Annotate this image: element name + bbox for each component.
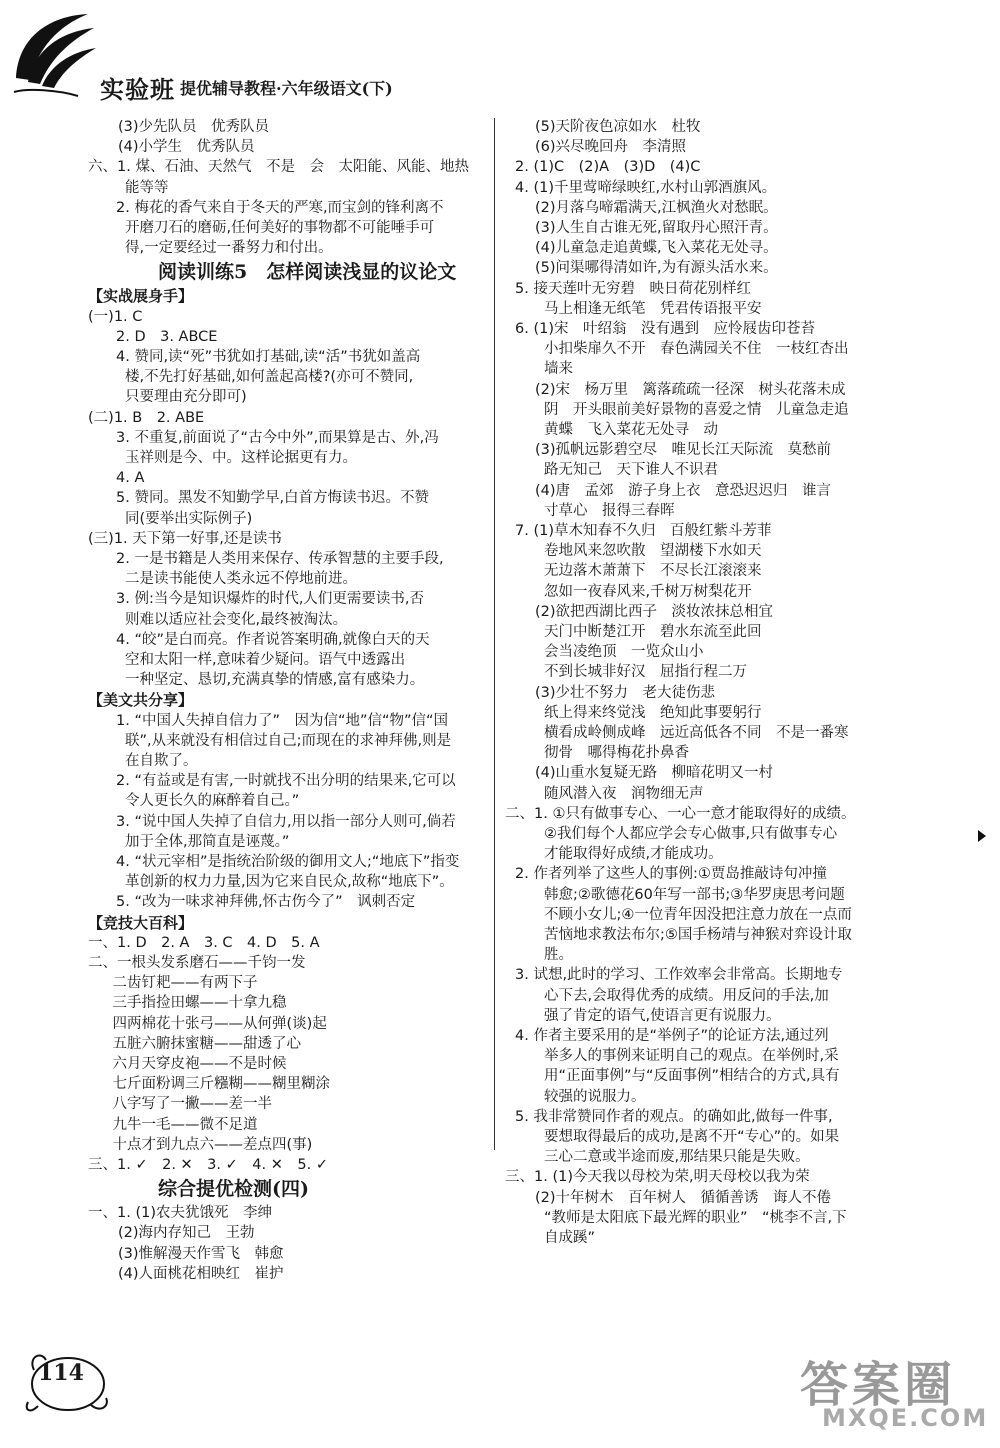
answer-line: (二)1. B 2. ABE: [88, 409, 205, 426]
answer-line: 六、1. 煤、石油、天然气 不是 会 太阳能、风能、地热: [88, 159, 469, 176]
answer-line: 5. 接天莲叶无穷碧 映日荷花别样红: [515, 280, 751, 297]
answer-line: 八字写了一撇——差一半: [98, 1096, 272, 1113]
answer-line: 三心二意或半途而废,那结果只能是失败。: [515, 1149, 810, 1166]
answer-line: 路无知己 天下谁人不识君: [515, 462, 718, 479]
answer-line: 墙来: [515, 361, 573, 378]
answer-line: 三、1. ✓ 2. ✕ 3. ✓ 4. ✕ 5. ✓: [88, 1157, 328, 1173]
answer-line: 才能取得好成绩,才能成功。: [515, 846, 723, 863]
answer-line: 二、1. ①只有做事专心、一心一意才能取得好的成绩。: [505, 805, 856, 822]
page-header: [8, 8, 448, 118]
answer-line: 3. 试想,此时的学习、工作效率会非常高。长期地专: [515, 967, 843, 984]
answer-line: 楼,不先打好基础,如何盖起高楼?(亦可不赞同,: [96, 369, 414, 386]
answer-line: 三手指捡田螺——十拿九稳: [98, 995, 287, 1012]
subsection-heading: 【实战展身手】: [88, 287, 194, 306]
answer-line: (4)儿童急走追黄蝶,飞入菜花无处寻。: [535, 240, 778, 257]
subsection-heading: 【美文共分享】: [88, 691, 194, 710]
answer-line: 马上相逢无纸笔 凭君传语报平安: [515, 300, 762, 317]
answer-line: (2)月落乌啼霜满天,江枫渔火对愁眠。: [535, 199, 778, 216]
answer-line: 2. D 3. ABCE: [116, 328, 218, 345]
answer-line: (5)天阶夜色凉如水 杜牧: [535, 119, 701, 135]
answer-line: 忽如一夜春风来,千树万树梨花开: [515, 583, 752, 600]
answer-line: (6)兴尽晚回舟 李清照: [535, 139, 687, 156]
answer-line: 联”,从来就没有相信过自己;而现在的求神拜佛,则是: [96, 732, 452, 749]
answer-line: 4. “皎”是白而亮。作者说答案明确,就像白天的天: [116, 631, 430, 648]
answer-line: 1. “中国人失掉自信力了” 因为信“地”信“物”信“国: [116, 712, 449, 729]
answer-line: 4. “状元宰相”是指统治阶级的御用文人;“地底下”指变: [116, 854, 460, 870]
answer-line: (2)欲把西湖比西子 淡妆浓抹总相宜: [535, 603, 774, 620]
answer-line: 随风潜入夜 润物细无声: [515, 785, 704, 802]
answer-line: 韩愈;②歌德花60年写一部书;③华罗庚思考问题: [515, 886, 845, 903]
answer-line: 卷地风来忽吹散 望湖楼下水如天: [515, 543, 762, 560]
brand-title: 实验班: [100, 75, 175, 104]
subsection-heading: 【竞技大百科】: [88, 913, 194, 932]
answer-line: 天门中断楚江开 碧水东流至此回: [515, 624, 762, 640]
answer-line: 6. (1)宋 叶绍翁 没有遇到 应怜屐齿印苍苔: [515, 321, 815, 337]
answer-line: 玉祥则是今、中。这样论据更有力。: [96, 450, 357, 466]
answer-line: “教师是太阳底下最光辉的职业” “桃李不言,下: [515, 1209, 847, 1226]
answer-line: 4. 作者主要采用的是“举例子”的论证方法,通过列: [515, 1028, 829, 1044]
answer-line: 不到长城非好汉 屈指行程二万: [515, 664, 747, 681]
answer-line: 得,一定要经过一番努力和付出。: [96, 240, 333, 257]
answer-line: (2)海内存知己 王勃: [118, 1225, 255, 1242]
answer-line: 一、1. D 2. A 3. C 4. D 5. A: [88, 934, 320, 951]
answer-line: (3)少壮不努力 老大徒伤悲: [535, 684, 716, 701]
answer-line: 七斤面粉调三斤糨糊——糊里糊涂: [98, 1076, 330, 1093]
answer-line: 六月天穿皮袍——不是时候: [98, 1056, 287, 1072]
answer-line: 二、一根头发系磨石——千钧一发: [88, 955, 306, 971]
answer-line: (三)1. 天下第一好事,还是读书: [88, 530, 282, 547]
answer-line: 九牛一毛——微不足道: [98, 1116, 258, 1133]
answer-line: (4)唐 孟郊 游子身上衣 意恐迟迟归 谁言: [535, 482, 832, 499]
answer-line: 2. “有益或是有害,一时就找不出分明的结果来,它可以: [116, 773, 456, 790]
answer-line: 用“正面事例”与“反面事例”相结合的方式,具有: [515, 1068, 840, 1085]
answer-line: 不顾小女儿;④一位青年因没把注意力放在一点而: [515, 906, 852, 923]
answer-line: 一种坚定、恳切,充满真挚的情感,富有感染力。: [96, 672, 425, 689]
answer-line: 开磨刀石的磨砺,任何美好的事物都不可能唾手可: [96, 220, 435, 236]
answer-line: 五脏六腑抹蜜糖——甜透了心: [98, 1035, 301, 1052]
answer-line: 黄蝶 飞入菜花无处寻 动: [515, 422, 718, 438]
answer-line: 只要理由充分即可): [96, 389, 247, 406]
answer-line: 加于全体,那简直是诬蔑。”: [96, 833, 290, 850]
answer-line: 革创新的权力力量,因为它来自民众,故称“地底下”。: [96, 874, 454, 891]
answer-line: 7. (1)草木知春不久归 百般红紫斗芳菲: [515, 523, 772, 539]
answer-line: 举多人的事例来证明自己的观点。在举例时,采: [515, 1048, 839, 1065]
answer-line: 同(要举出实际例子): [96, 510, 253, 527]
answer-line: 3. 例:当今是知识爆炸的时代,人们更需要读书,否: [116, 591, 425, 608]
answer-line: ②我们每个人都应学会专心做事,只有做事专心: [515, 826, 838, 842]
answer-line: 5. “改为一味求神拜佛,怀古伤今了” 讽刺否定: [116, 894, 416, 911]
answer-line: 阴 开头眼前美好景物的喜爱之情 儿童急走追: [515, 401, 849, 418]
answer-line: 在自欺了。: [96, 753, 198, 769]
answer-line: 心下去,会取得优秀的成绩。用反问的手法,加: [515, 987, 829, 1004]
answer-line: 令人更长久的麻醉着自己。”: [96, 793, 300, 810]
answer-line: 一、1. (1)农夫犹饿死 李绅: [88, 1205, 272, 1222]
answer-line: (4)人面桃花相映红 崔护: [118, 1265, 284, 1282]
answer-line: 4. 赞同,读“死”书犹如打基础,读“活”书犹如盖高: [116, 349, 421, 365]
answer-line: 胜。: [515, 947, 573, 964]
answer-line: (3)少先队员 优秀队员: [118, 119, 270, 135]
answer-line: (2)十年树木 百年树人 循循善诱 诲人不倦: [535, 1189, 832, 1206]
answer-line: 2. 梅花的香气来自于冬天的严寒,而宝剑的锋利离不: [116, 199, 444, 216]
answer-line: 2. 作者列举了这些人的事例:①贾岛推敲诗句冲撞: [515, 866, 827, 883]
answer-line: 无边落木萧萧下 不尽长江滚滚来: [515, 563, 762, 580]
answer-line: 会当凌绝顶 一览众山小: [515, 644, 704, 661]
publisher-logo-icon: [8, 8, 98, 108]
answer-line: 三、1. (1)今天我以母校为荣,明天母校以我为荣: [505, 1169, 810, 1186]
answer-line: 寸草心 报得三春晖: [515, 502, 675, 519]
watermark-logo: 答案圈: [800, 1357, 957, 1413]
section-title: 综合提优检测(四): [158, 1178, 309, 1201]
answer-line: 较强的说服力。: [515, 1088, 646, 1105]
answer-line: 自成蹊”: [515, 1230, 596, 1246]
answer-line: 二是读书能使人类永远不停地前进。: [96, 571, 357, 588]
answer-line: 5. 赞同。黑发不知勤学早,白首方悔读书迟。不赞: [116, 490, 430, 507]
answer-line: 则难以适应社会变化,最终被淘汰。: [96, 611, 348, 628]
answer-line: 2. (1)C (2)A (3)D (4)C: [515, 159, 701, 176]
watermark-url: MXQE.COM: [822, 1404, 989, 1432]
answer-line: 2. 一是书籍是人类用来保存、传承智慧的主要手段,: [116, 551, 444, 567]
answer-line: 苦恼地求教法布尔;⑤国手杨靖与神猴对弈设计取: [515, 927, 852, 943]
book-subtitle: 提优辅导教程·六年级语文(下): [180, 79, 393, 98]
answer-line: 四两棉花十张弓——从何弹(谈)起: [98, 1015, 327, 1032]
answer-line: (2)宋 杨万里 篱落疏疏一径深 树头花落未成: [535, 381, 846, 398]
answer-line: 要想取得最后的成功,是离不开“专心”的。如果: [515, 1129, 840, 1145]
answer-line: 5. 我非常赞同作者的观点。的确如此,做每一件事,: [515, 1108, 833, 1125]
answer-line: 小扣柴扉久不开 春色满园关不住 一枝红杏出: [515, 341, 849, 358]
answer-line: 横看成岭侧成峰 远近高低各不同 不是一番寒: [515, 725, 849, 741]
answer-line: (3)人生自古谁无死,留取丹心照汗青。: [535, 220, 778, 236]
section-title: 阅读训练5 怎样阅读浅显的议论文: [158, 261, 457, 284]
answer-line: 强了肯定的语气,使语言更有说服力。: [515, 1007, 781, 1024]
next-page-arrow-icon: [978, 830, 986, 842]
answer-line: 十点才到九点六——差点四(事): [98, 1136, 313, 1153]
answer-line: 彻骨 哪得梅花扑鼻香: [515, 745, 689, 762]
answer-line: (5)问渠哪得清如许,为有源头活水来。: [535, 260, 778, 277]
answer-line: 二齿钉耙——有两下子: [98, 975, 258, 992]
answer-line: 纸上得来终觉浅 绝知此事要躬行: [515, 704, 762, 721]
answer-line: (4)小学生 优秀队员: [118, 139, 255, 156]
answer-line: 空和太阳一样,意味着少疑问。语气中透露出: [96, 652, 406, 668]
answer-line: (3)惟解漫天作雪飞 韩愈: [118, 1245, 284, 1262]
answer-line: 3. 不重复,前面说了“古今中外”,而果算是古、外,冯: [116, 429, 439, 446]
answer-line: 能等等: [96, 179, 169, 196]
answer-line: 3. “说中国人失掉了自信力,用以指一部分人则可,倘若: [116, 813, 456, 830]
answer-line: 4. A: [116, 470, 145, 487]
answer-line: 4. (1)千里莺啼绿映红,水村山郭酒旗风。: [515, 179, 777, 196]
answer-line: (4)山重水复疑无路 柳暗花明又一村: [535, 765, 774, 782]
answer-line: (一)1. C: [88, 308, 143, 325]
page-number: 114: [38, 1360, 84, 1386]
answer-line: (3)孤帆远影碧空尽 唯见长江天际流 莫愁前: [535, 442, 832, 459]
column-divider: [494, 118, 495, 1150]
